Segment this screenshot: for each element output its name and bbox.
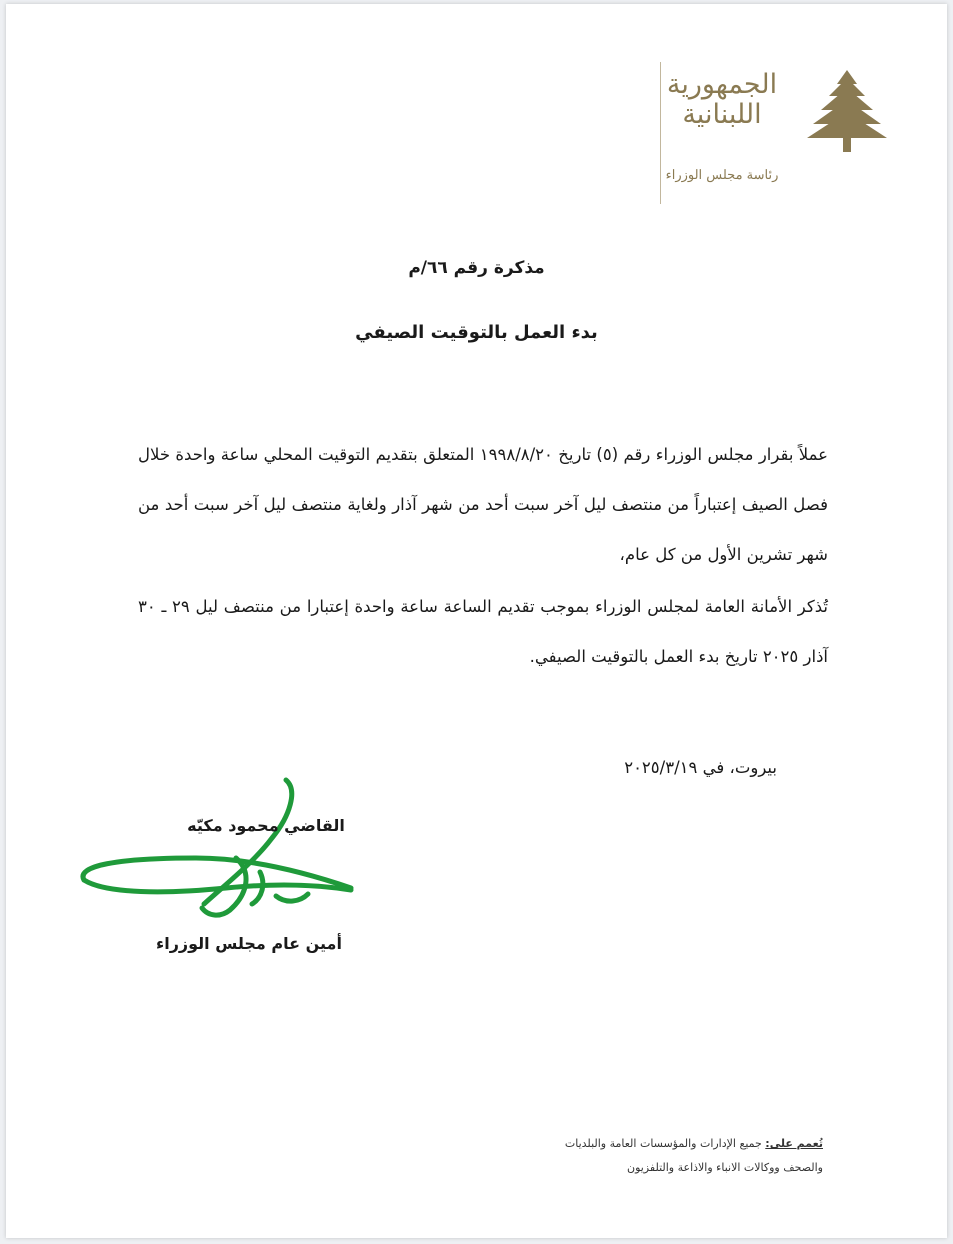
cedar-tree-icon [807, 66, 887, 156]
memo-title: بدء العمل بالتوقيت الصيفي [355, 322, 598, 343]
distribution-line-1 [463, 1132, 823, 1156]
memo-page [6, 4, 947, 1238]
body-paragraph-1: عملاً بقرار مجلس الوزراء رقم (٥) تاريخ ١٩٩٨/٨/٢٠ المتعلق بتقديم التوقيت المحلي ساعة واحدة خلال فصل الصيف إعتباراً من منتصف ليل آخر سبت أحد من شهر آذار ولغاية منتصف ليل آخر سبت أحد من شهر تشرين الأول من كل عام، [138, 445, 828, 564]
distribution-list [463, 1132, 823, 1180]
distribution-line-2: والصحف ووكالات الانباء والاذاعة والتلفزيون [626, 1161, 823, 1174]
memo-number: مذكرة رقم ٦٦/م [408, 258, 545, 278]
handwritten-signature [76, 776, 366, 926]
distribution-line-1-text: جميع الإدارات والمؤسسات العامة والبلديات [564, 1137, 762, 1150]
distribution-label: تُعمم على: [765, 1137, 823, 1150]
letterhead-subtitle: رئاسة مجلس الوزراء [665, 168, 779, 183]
letterhead-title-line2: اللبنانية [682, 99, 762, 130]
letterhead-title [657, 70, 787, 130]
letterhead [657, 56, 897, 206]
letterhead-divider [660, 62, 661, 204]
signatory-role: أمين عام مجلس الوزراء [156, 934, 342, 953]
letterhead-title-line1: الجمهورية [666, 69, 778, 100]
body-paragraph-2: تُذكر الأمانة العامة لمجلس الوزراء بموجب تقديم الساعة ساعة واحدة إعتبارا من منتصف ليل ٢٩ ـ ٣٠ آذار ٢٠٢٥ تاريخ بدء العمل بالتوقيت الصيفي. [138, 597, 828, 666]
signatory-name: القاضي محمود مكيّه [187, 816, 345, 835]
date-line: بيروت، في ٢٠٢٥/٣/١٩ [624, 758, 777, 777]
